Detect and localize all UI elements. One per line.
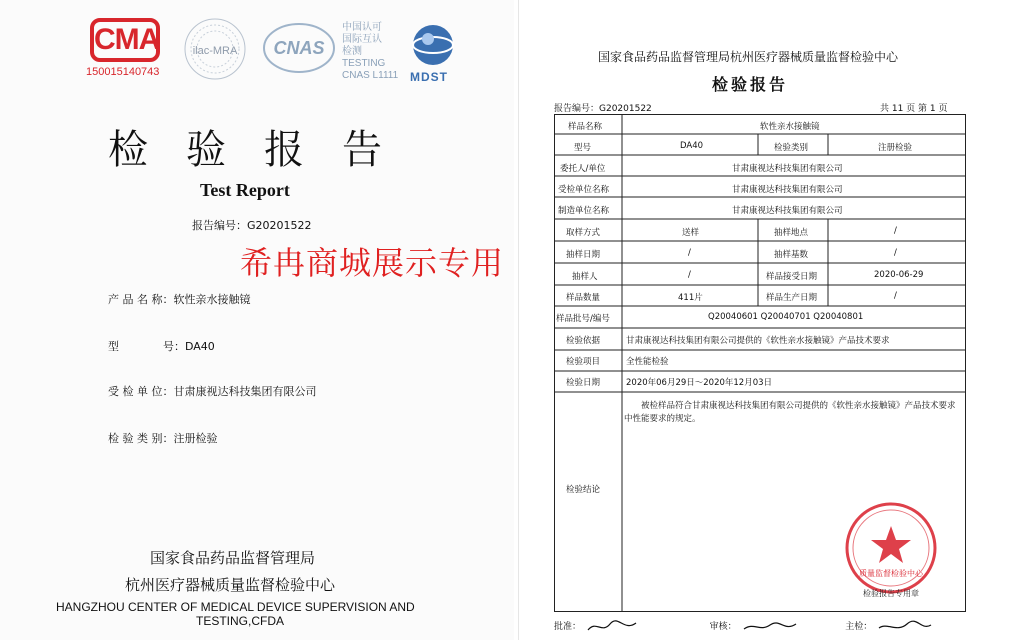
cnas-line: 检测: [342, 46, 362, 57]
row-recv-value: 2020-06-29: [874, 270, 924, 280]
row-dates-value: 2020年06月29日～2020年12月03日: [626, 378, 773, 388]
cover-title-cn: 检验报告: [108, 127, 420, 173]
ilac-text: ilac-MRA: [192, 45, 238, 57]
cover-title-en: Test Report: [200, 180, 290, 200]
row-qty-label: 样品数量: [566, 293, 601, 303]
field-value: DA40: [185, 340, 215, 353]
row-maker-value: 甘肃康视达科技集团有限公司: [732, 206, 843, 216]
review-signature: [740, 620, 800, 634]
row-client-value: 甘肃康视达科技集团有限公司: [732, 164, 843, 174]
row-category-label: 检验类别: [774, 143, 809, 153]
detail-report-number: 报告编号：G20201522: [554, 104, 652, 114]
row-recv-label: 样品接受日期: [766, 272, 818, 282]
row-sdate-label: 抽样日期: [566, 250, 601, 260]
row-category-value: 注册检验: [878, 143, 913, 153]
row-sampler-label: 抽样人: [572, 272, 598, 282]
row-conclusion-label: 检验结论: [566, 485, 601, 495]
issuer-cn-line2: 杭州医疗器械质量监督检验中心: [125, 576, 336, 594]
ilac-mra-logo: [180, 14, 250, 84]
row-site-value: /: [894, 226, 897, 236]
cnas-caption: [342, 22, 398, 82]
row-model-value: DA40: [680, 141, 704, 151]
row-sampling-value: 送样: [682, 228, 700, 238]
row-base-value: /: [894, 248, 897, 258]
signature-row: [554, 619, 935, 634]
field-label: 检 验 类 别：: [108, 432, 174, 445]
row-items-label: 检验项目: [566, 357, 601, 367]
issuer-en-line1: HANGZHOU CENTER OF MEDICAL DEVICE SUPERVISION AND: [56, 600, 415, 614]
row-client-label: 委托人/单位: [560, 164, 606, 174]
cnas-line: CNAS L1111: [342, 70, 399, 81]
field-label: 受 检 单 位：: [108, 385, 174, 398]
detail-page-count: 共 11 页 第 1 页: [880, 104, 948, 114]
cnas-line: TESTING: [342, 58, 386, 69]
approve-signature: [584, 620, 644, 634]
cover-field-category: [108, 430, 218, 446]
row-inspected-label: 受检单位名称: [558, 185, 610, 195]
cnas-logo: [262, 22, 336, 74]
cma-number: 150015140743: [86, 66, 160, 78]
row-sampling-label: 取样方式: [566, 228, 601, 238]
cover-field-product: [108, 291, 251, 307]
issuer-cn-line1: 国家食品药品监督管理局: [150, 549, 316, 567]
row-qty-value: 411片: [678, 293, 703, 303]
field-value: 甘肃康视达科技集团有限公司: [173, 385, 317, 398]
row-prod-date-value: /: [894, 291, 897, 301]
mdst-label: MDST: [410, 70, 448, 84]
row-sdate-value: /: [688, 248, 691, 258]
field-value: 注册检验: [173, 432, 218, 445]
field-value: 软性亲水接触镜: [173, 293, 251, 306]
approve-label: 批准：: [554, 622, 582, 632]
row-basis-value: 甘肃康视达科技集团有限公司提供的《软性亲水接触镜》产品技术要求: [626, 336, 890, 346]
cover-field-model: [108, 338, 215, 354]
row-sampler-value: /: [688, 270, 691, 280]
cnas-line: 中国认可: [342, 22, 382, 33]
cma-logo: [90, 18, 160, 62]
stamp-caption: 检验报告专用章: [863, 589, 919, 598]
cover-report-number: 报告编号：G20201522: [192, 219, 312, 232]
detail-header-title: 检验报告: [712, 75, 789, 94]
row-prod-date-label: 样品生产日期: [766, 293, 818, 303]
row-model-label: 型号: [574, 143, 592, 153]
cma-letters: CMA: [94, 23, 160, 56]
row-batch-value: Q20040601 Q20040701 Q20040801: [708, 312, 864, 322]
field-label: 型 号：: [108, 340, 185, 353]
row-maker-label: 制造单位名称: [558, 206, 610, 216]
inspection-seal-stamp: [836, 500, 946, 600]
issuer-en-line2: TESTING,CFDA: [196, 614, 285, 628]
cnas-letters: CNAS: [273, 38, 325, 58]
main-inspector-signature: [875, 620, 935, 634]
main-inspector-label: 主检：: [845, 622, 873, 632]
field-label: 产 品 名 称：: [108, 293, 174, 306]
cnas-line: 国际互认: [342, 34, 382, 45]
row-batch-label: 样品批号/编号: [556, 314, 610, 324]
row-product-value: 软性亲水接触镜: [760, 122, 820, 132]
review-label: 审核：: [709, 622, 737, 632]
mdst-globe-icon: [410, 22, 456, 68]
seal-text: 质量监督检验中心: [859, 569, 923, 578]
row-conclusion-value: 被检样品符合甘肃康视达科技集团有限公司提供的《软性亲水接触镜》产品技术要求中性能要求的规定。: [624, 401, 956, 424]
row-dates-label: 检验日期: [566, 378, 601, 388]
watermark: 希冉商城展示专用: [240, 244, 505, 282]
row-basis-label: 检验依据: [566, 336, 601, 346]
row-base-label: 抽样基数: [774, 250, 809, 260]
row-product-label: 样品名称: [568, 122, 603, 132]
cover-field-inspected: [108, 383, 317, 399]
row-items-value: 全性能检验: [626, 357, 669, 367]
detail-header-org: 国家食品药品监督管理局杭州医疗器械质量监督检验中心: [598, 50, 899, 64]
row-site-label: 抽样地点: [774, 228, 809, 238]
row-inspected-value: 甘肃康视达科技集团有限公司: [732, 185, 843, 195]
